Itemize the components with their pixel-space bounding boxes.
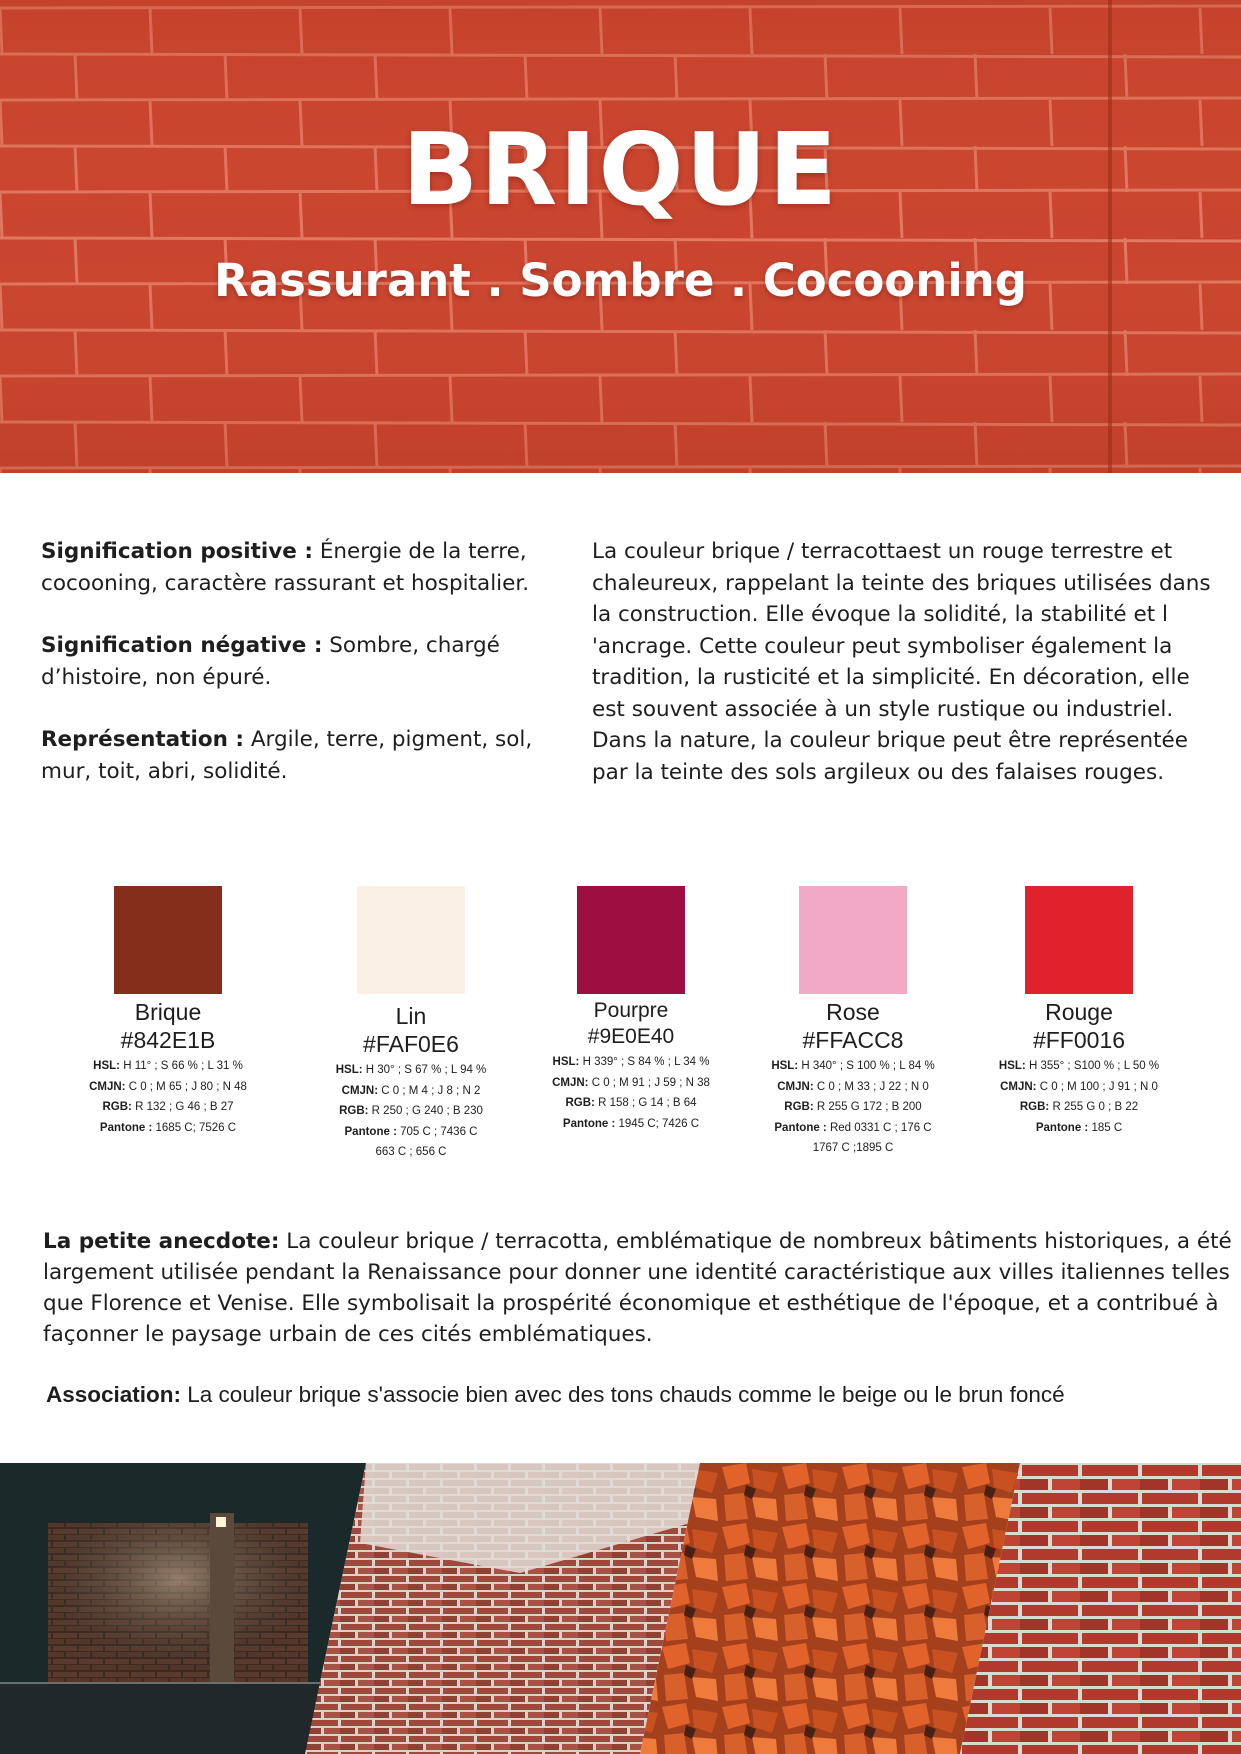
association-text: La couleur brique s'associe bien avec des tons chauds comme le beige ou le brun foncé [181, 1382, 1065, 1407]
page-title: BRIQUE [402, 111, 839, 228]
rgb-line: RGB: R 255 G 172 ; B 200 [784, 1101, 922, 1113]
swatch-rouge [979, 886, 1179, 1138]
description-text: La couleur brique / terracottaest un rouge terrestre et chaleureux, rappelant la teinte des briques utilisées dans la construction. Elle évoque la solidité, la stabilité et l 'ancrage. Cette couleur peut symboliser également la tradition, la rusticité et la simplicité. En décoration, elle est souvent associée à un style rustique ou industriel. Dans la nature, la couleur brique peut être représentée par la teinte des sols argileux ou des falaises rouges. [592, 539, 1211, 785]
pantone-line: Pantone : 1945 C; 7426 C [562, 1117, 700, 1130]
color-specs [531, 1052, 731, 1134]
rgb-line: RGB: R 158 ; G 14 ; B 64 [565, 1097, 697, 1109]
meanings-column [41, 536, 561, 818]
terracotta-shards-photo [640, 1463, 1020, 1754]
hsl-line: HSL: H 30° ; S 67 % ; L 94 % [335, 1064, 487, 1076]
color-hex: #842E1B [120, 1027, 216, 1053]
pantone-line: Pantone : Red 0331 C ; 176 C [774, 1121, 932, 1134]
anecdote-label: La petite anecdote: [43, 1229, 280, 1254]
hsl-line: HSL: H 340° ; S 100 % ; L 84 % [771, 1060, 935, 1072]
association-label: Association: [46, 1382, 182, 1407]
hsl-line: HSL: H 11° ; S 66 % ; L 31 % [93, 1060, 243, 1072]
pantone-line-2: 1767 C ;1895 C [812, 1142, 894, 1154]
photo-strip [0, 1463, 1241, 1754]
cmjn-line: CMJN: C 0 ; M 91 ; J 59 ; N 38 [552, 1076, 710, 1089]
color-square [114, 886, 222, 994]
color-specs [311, 1060, 511, 1163]
swatch-pourpre [531, 886, 731, 1134]
pantone-line: Pantone : 1685 C; 7526 C [99, 1121, 237, 1134]
cmjn-line: CMJN: C 0 ; M 65 ; J 80 ; N 48 [89, 1080, 247, 1093]
color-square [799, 886, 907, 994]
color-hex: #FAF0E6 [363, 1031, 459, 1057]
color-specs [68, 1056, 268, 1138]
association [46, 1380, 1236, 1410]
brick-wall-texture [0, 0, 1241, 473]
color-square [1025, 886, 1133, 994]
representation-text: Argile, terre, pigment, sol, mur, toit, abri, solidité. [41, 727, 533, 784]
cmjn-line: CMJN: C 0 ; M 33 ; J 22 ; N 0 [777, 1080, 929, 1093]
rgb-line: RGB: R 132 ; G 46 ; B 27 [102, 1101, 234, 1113]
swatch-brique [68, 886, 268, 1138]
hsl-line: HSL: H 355° ; S100 % ; L 50 % [998, 1060, 1160, 1072]
color-name: Lin [395, 1003, 427, 1029]
weathered-brick-wall-photo [305, 1463, 700, 1754]
night-brick-wall-photo [0, 1463, 366, 1754]
swatch-rose [753, 886, 953, 1159]
cmjn-line: CMJN: C 0 ; M 4 ; J 8 ; N 2 [341, 1084, 481, 1097]
color-specs [753, 1056, 953, 1159]
description-column [592, 536, 1212, 788]
color-hex: #FF0016 [1032, 1027, 1126, 1053]
color-name: Rose [826, 999, 880, 1025]
rgb-line: RGB: R 250 ; G 240 ; B 230 [339, 1105, 483, 1117]
anecdote [43, 1226, 1233, 1350]
representation-label: Représentation : [41, 727, 244, 752]
rgb-line: RGB: R 255 G 0 ; B 22 [1019, 1101, 1139, 1113]
page-subtitle: Rassurant . Sombre . Cocooning [214, 254, 1027, 307]
negative-meaning-text: Sombre, chargé d’histoire, non épuré. [41, 633, 500, 690]
color-name: Pourpre [593, 999, 669, 1022]
negative-meaning [41, 630, 561, 693]
brick-wall-header [0, 0, 1241, 473]
anecdote-text: La couleur brique / terracotta, emblématique de nombreux bâtiments historiques, a été largement utilisée pendant la Renaissance pour donner une identité caractéristique aux villes italiennes telles que Florence et Venise. Elle symbolisait la prospérité économique et esthétique de l'époque, et a contribué à façonner le paysage urbain de ces cités emblématiques. [43, 1229, 1232, 1347]
cmjn-line: CMJN: C 0 ; M 100 ; J 91 ; N 0 [1000, 1080, 1158, 1093]
positive-meaning-label: Signification positive : [41, 539, 313, 564]
negative-meaning-label: Signification négative : [41, 633, 323, 658]
hsl-line: HSL: H 339° ; S 84 % ; L 34 % [552, 1056, 710, 1068]
color-specs [979, 1056, 1179, 1138]
color-hex: #FFACC8 [802, 1027, 904, 1053]
color-square [577, 886, 685, 994]
representation [41, 724, 561, 787]
color-hex: #9E0E40 [587, 1025, 675, 1048]
pantone-line-2: 663 C ; 656 C [375, 1146, 447, 1158]
color-name: Rouge [1045, 999, 1113, 1025]
color-square [357, 886, 465, 994]
positive-meaning-text: Énergie de la terre, cocooning, caractère rassurant et hospitalier. [41, 539, 530, 596]
pantone-line: Pantone : 185 C [1035, 1121, 1123, 1134]
positive-meaning [41, 536, 561, 599]
swatch-lin [311, 886, 511, 1163]
color-name: Brique [134, 999, 202, 1025]
pantone-line: Pantone : 705 C ; 7436 C [344, 1125, 478, 1138]
